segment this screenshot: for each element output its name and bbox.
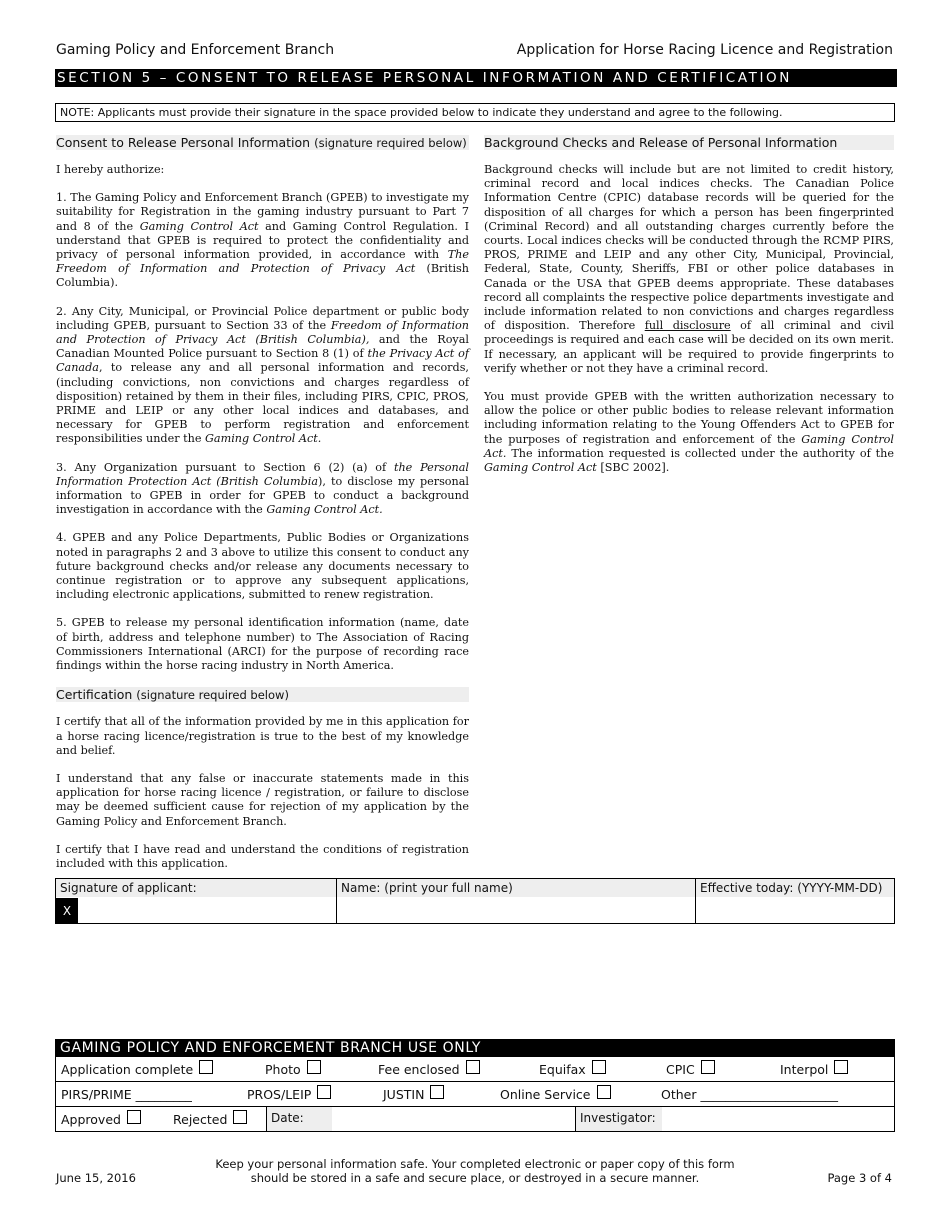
- photo-checkbox[interactable]: [307, 1060, 321, 1074]
- consent-paragraph-2: 2. Any City, Municipal, or Provincial Police department or public body including GPEB, pursuant to Section 33 of the Freedom of Information and Protection of Privacy Act (British Columbia), and the Royal Canadian Mounted Police pursuant to Section 8 (1) of the Privacy Act of Canada, to release any and all personal information and records, (including convictions, non convictions and charges regardless of disposition) retained by them in their files, including PIRS, CPIC, PROS, PRIME and LEIP or any other local indices and databases, and necessary for GPEB to perform registration and enforcement responsibilities under the Gaming Control Act.: [56, 304, 469, 446]
- equifax-checkbox[interactable]: [592, 1060, 606, 1074]
- certification-heading: [56, 687, 469, 702]
- pros-leip-item: PROS/LEIP: [247, 1087, 331, 1102]
- rejected-checkbox[interactable]: [233, 1110, 247, 1124]
- cpic-item: CPIC: [666, 1062, 715, 1077]
- investigator-label: Investigator:: [576, 1107, 662, 1131]
- consent-heading-note: (signature required below): [314, 136, 467, 150]
- application-complete-checkbox[interactable]: [199, 1060, 213, 1074]
- pros-leip-checkbox[interactable]: [317, 1085, 331, 1099]
- cpic-checkbox[interactable]: [701, 1060, 715, 1074]
- footer-date: June 15, 2016: [56, 1171, 136, 1185]
- header-form-title: Application for Horse Racing Licence and Registration: [516, 42, 893, 58]
- background-paragraph-2: You must provide GPEB with the written authorization necessary to allow the police or other public bodies to release relevant information including information relating to the Young Offenders Act to GPEB for the purposes of registration and enforcement of the Gaming Control Act. The information requested is collected under the authority of the Gaming Control Act [SBC 2002].: [484, 390, 894, 475]
- office-row-3: [56, 1107, 894, 1132]
- photo-item: Photo: [265, 1062, 321, 1077]
- office-row-2: [56, 1082, 894, 1107]
- application-complete-item: Application complete: [61, 1062, 213, 1077]
- rejected-item: Rejected: [173, 1112, 247, 1127]
- date-label: Date:: [267, 1107, 332, 1131]
- certification-heading-note: (signature required below): [136, 688, 289, 703]
- signature-cell[interactable]: [56, 879, 337, 923]
- consent-paragraph-3: 3. Any Organization pursuant to Section 6 (2) (a) of the Personal Information Protection Act (British Columbia), to disclose my personal information to GPEB in order for GPEB to conduct a background investigation in accordance with the Gaming Control Act.: [56, 460, 469, 517]
- office-use-title: GAMING POLICY AND ENFORCEMENT BRANCH USE ONLY: [56, 1040, 894, 1057]
- equifax-item: Equifax: [539, 1062, 606, 1077]
- office-row-1: [56, 1057, 894, 1082]
- consent-heading-text: Consent to Release Personal Information: [56, 135, 311, 150]
- online-service-item: Online Service: [500, 1087, 611, 1102]
- approved-checkbox[interactable]: [127, 1110, 141, 1124]
- authorize-text: I hereby authorize:: [56, 163, 165, 176]
- footer-notice-line-2: should be stored in a safe and secure place, or destroyed in a secure manner.: [250, 1171, 700, 1185]
- certification-paragraph-2: I understand that any false or inaccurate statements made in this application for horse racing licence / registration, or failure to disclose may be deemed sufficient cause for rejection of my application by the Gaming Policy and Enforcement Branch.: [56, 771, 469, 828]
- footer-page-number: Page 3 of 4: [827, 1171, 892, 1185]
- right-column: [484, 135, 894, 489]
- consent-paragraph-5: 5. GPEB to release my personal identification information (name, date of birth, address and telephone number) to The Association of Racing Commissioners International (ARCI) for the purpose of recording race findings within the horse racing industry in North America.: [56, 616, 469, 673]
- pirs-prime-field[interactable]: PIRS/PRIME _________: [61, 1087, 192, 1102]
- signature-label: Signature of applicant:: [56, 879, 336, 897]
- interpol-item: Interpol: [780, 1062, 848, 1077]
- name-label: Name: (print your full name): [337, 879, 695, 897]
- footer-notice-line-1: Keep your personal information safe. Your completed electronic or paper copy of this form: [215, 1157, 735, 1171]
- consent-paragraph-4: 4. GPEB and any Police Departments, Public Bodies or Organizations noted in paragraphs 2 and 3 above to utilize this consent to conduct any future background checks and/or release any documents necessary to continue registration or to approve any subsequent applications, including electronic applications, submitted to renew registration.: [56, 531, 469, 602]
- signature-table: [55, 878, 895, 924]
- certification-paragraph-3: I certify that I have read and understand the conditions of registration included with this application.: [56, 842, 469, 870]
- online-service-checkbox[interactable]: [597, 1085, 611, 1099]
- consent-paragraph-1: 1. The Gaming Policy and Enforcement Branch (GPEB) to investigate my suitability for Registration in the gaming industry pursuant to Part 7 and 8 of the Gaming Control Act and Gaming Control Regulation. I understand that GPEB is required to protect the confidentiality and privacy of personal information provided, in accordance with The Freedom of Information and Protection of Privacy Act (British Columbia).: [56, 191, 469, 290]
- interpol-checkbox[interactable]: [834, 1060, 848, 1074]
- justin-checkbox[interactable]: [430, 1085, 444, 1099]
- section-title: SECTION 5 – CONSENT TO RELEASE PERSONAL INFORMATION AND CERTIFICATION: [55, 69, 897, 87]
- background-paragraph-1: Background checks will include but are not limited to credit history, criminal record and local indices checks. The Canadian Police Information Centre (CPIC) database records will be queried for the disposition of all charges for which a person has been fingerprinted (Criminal Record) and all outstanding charges currently before the courts. Local indices checks will be conducted through the RCMP PIRS, PROS, PRIME and LEIP and any other City, Municipal, Provincial, Federal, State, County, Sheriffs, FBI or other police databases in Canada or the USA that GPEB deems appropriate. These databases record all complaints the respective police departments investigate and include information related to non convictions and charges regardless of disposition. Therefore full disclosure of all criminal and civil proceedings is required and each case will be decided on its own merit. If necessary, an applicant will be required to provide fingerprints to verify whether or not they have a criminal record.: [484, 163, 894, 375]
- certification-paragraph-1: I certify that all of the information provided by me in this application for a horse racing licence/registration is true to the best of my knowledge and belief.: [56, 715, 469, 757]
- justin-item: JUSTIN: [383, 1087, 444, 1102]
- fee-enclosed-item: Fee enclosed: [378, 1062, 480, 1077]
- left-column: [56, 135, 469, 885]
- date-cell[interactable]: [696, 879, 894, 923]
- other-field[interactable]: Other ______________________: [661, 1087, 838, 1102]
- header-branch: Gaming Policy and Enforcement Branch: [56, 42, 335, 58]
- note-box: NOTE: Applicants must provide their signature in the space provided below to indicate they understand and agree to the following.: [55, 103, 895, 122]
- certification-heading-text: Certification: [56, 687, 133, 703]
- consent-heading: [56, 135, 469, 150]
- signature-x-mark: X: [56, 898, 78, 924]
- approved-item: Approved: [61, 1112, 141, 1127]
- footer-notice: [200, 1157, 750, 1185]
- background-checks-heading: Background Checks and Release of Personal Information: [484, 135, 894, 150]
- office-use-box: [55, 1039, 895, 1132]
- effective-date-label: Effective today: (YYYY-MM-DD): [696, 879, 894, 897]
- fee-enclosed-checkbox[interactable]: [466, 1060, 480, 1074]
- name-cell[interactable]: [337, 879, 696, 923]
